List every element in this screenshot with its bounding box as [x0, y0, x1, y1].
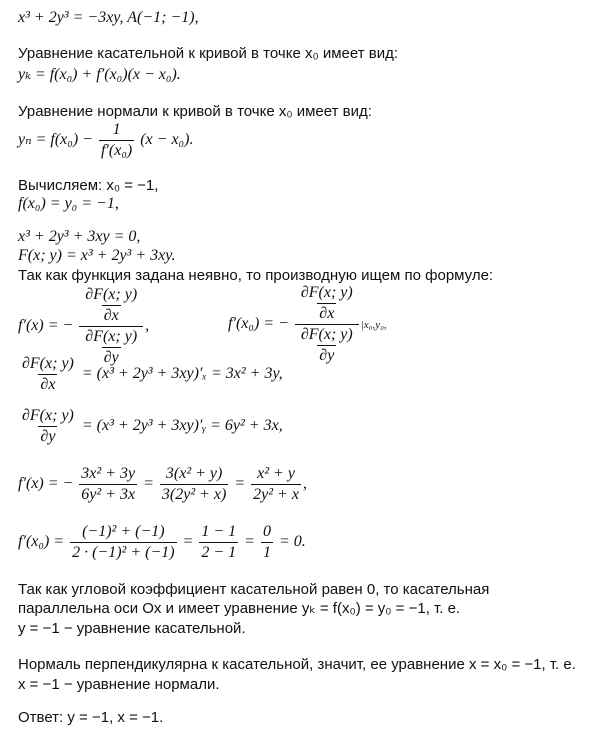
- val-d1: 2 · (−1)² + (−1): [72, 544, 175, 561]
- conclusion-line-2: параллельна оси Ox и имеет уравнение yₖ = f(x₀) = y₀ = −1, т. е.: [18, 600, 461, 617]
- eq-sign-1: =: [143, 475, 154, 493]
- value-at-point: [18, 524, 306, 561]
- equation-1: x³ + 2y³ + 3xy = 0,: [18, 228, 141, 245]
- fprime0-fraction: [295, 285, 359, 364]
- normal-conclusion-2: x = −1 − уравнение нормали.: [18, 676, 220, 693]
- equation-2: F(x; y) = x³ + 2y³ + 3xy.: [18, 247, 176, 264]
- compute-intro: Вычисляем: x₀ = −1,: [18, 177, 159, 194]
- dFdy-rhs: = (x³ + 2y³ + 3xy)′ᵧ = 6y² + 3x,: [81, 417, 283, 435]
- conclusion-line-3: y = −1 − уравнение касательной.: [18, 620, 246, 637]
- fprime0-num-frac: [299, 285, 355, 322]
- fprime0-lhs: f′(x₀) = −: [228, 315, 289, 333]
- res-n3: x² + y: [257, 465, 295, 482]
- res-comma: ,: [302, 475, 307, 493]
- fprime0-den-frac: [299, 327, 355, 364]
- res-d3: 2y² + x: [253, 486, 299, 503]
- val-d3: 1: [262, 544, 271, 561]
- dFdx0-top: ∂F(x; y): [300, 284, 353, 301]
- fprime0-formula: [228, 285, 387, 364]
- res-n1: 3x² + 3y: [81, 465, 136, 482]
- implicit-text: Так как функция задана неявно, то производную ищем по формуле:: [18, 267, 494, 284]
- fprime-lhs: f′(x) = −: [18, 317, 74, 335]
- val-n2: 1 − 1: [201, 523, 237, 540]
- compute-f: f(x₀) = y₀ = −1,: [18, 195, 119, 212]
- val-eq-1: =: [182, 533, 194, 551]
- dFdy-top: ∂F(x; y): [85, 328, 138, 345]
- dx-bottom: ∂x: [103, 307, 119, 324]
- dFdx-line-num: ∂F(x; y): [22, 355, 74, 372]
- val-end: = 0.: [278, 533, 306, 551]
- dy-bottom: ∂y: [103, 349, 119, 366]
- fprime-num: [79, 287, 143, 326]
- res-d1: 6y² + 3x: [81, 486, 136, 503]
- eval-at: |x₀,y₀,: [360, 319, 387, 332]
- dFdy-frac: [20, 408, 76, 445]
- tangent-intro: Уравнение касательной к кривой в точке x₀ имеет вид:: [18, 45, 399, 62]
- tangent-formula: yₖ = f(x₀) + f′(x₀)(x − x₀).: [18, 66, 181, 83]
- normal-conclusion-1: Нормаль перпендикулярна к касательной, значит, ее уравнение x = x₀ = −1, т. е.: [18, 656, 576, 673]
- derivative-result: [18, 466, 307, 503]
- fprime-num-frac: [83, 287, 139, 324]
- dFdy-line: [18, 408, 283, 445]
- dx0-bottom: ∂x: [319, 305, 335, 322]
- normal-rhs: (x − x₀).: [140, 131, 194, 149]
- dFdy0-top: ∂F(x; y): [300, 326, 353, 343]
- dFdx-line: [18, 356, 283, 393]
- dFdx-rhs: = (x³ + 2y³ + 3xy)′ₓ = 3x² + 3y,: [81, 365, 283, 383]
- res-n2: 3(x² + y): [165, 465, 223, 482]
- dFdy-line-num: ∂F(x; y): [22, 407, 74, 424]
- normal-lhs: yₙ = f(x₀) −: [18, 131, 93, 149]
- normal-den: f′(x₀): [100, 142, 133, 159]
- res-d2: 3(2y² + x): [161, 486, 227, 503]
- dFdy-line-den: ∂y: [40, 428, 56, 445]
- val-eq-2: =: [244, 533, 255, 551]
- fprime0-num: [295, 285, 359, 324]
- fprime0-den: [295, 324, 359, 364]
- dy0-bottom: ∂y: [319, 347, 335, 364]
- given-equation: x³ + 2y³ = −3xy, A(−1; −1),: [18, 9, 199, 26]
- fprime-fraction: [79, 287, 143, 366]
- eq-sign-2: =: [234, 475, 246, 493]
- val-frac-1: [70, 524, 177, 561]
- res-frac-3: [251, 466, 301, 503]
- normal-formula: [18, 122, 193, 159]
- conclusion-line-1: Так как угловой коэффициент касательной равен 0, то касательная: [18, 581, 490, 598]
- dFdx-frac: [20, 356, 76, 393]
- normal-num: 1: [112, 121, 121, 138]
- dFdx-line-den: ∂x: [40, 376, 56, 393]
- val-lhs: f′(x₀) =: [18, 533, 65, 551]
- normal-fraction: [99, 122, 134, 159]
- res-frac-2: [160, 466, 228, 503]
- normal-intro: Уравнение нормали к кривой в точке x₀ имеет вид:: [18, 103, 372, 120]
- val-n3: 0: [262, 523, 271, 540]
- answer: Ответ: y = −1, x = −1.: [18, 709, 164, 726]
- val-frac-3: [261, 524, 273, 561]
- val-frac-2: [199, 524, 238, 561]
- dFdx-top: ∂F(x; y): [85, 286, 138, 303]
- comma: ,: [145, 317, 150, 335]
- res-lhs: f′(x) = −: [18, 475, 74, 493]
- val-n1: (−1)² + (−1): [82, 523, 165, 540]
- val-d2: 2 − 1: [201, 544, 237, 561]
- res-frac-1: [79, 466, 137, 503]
